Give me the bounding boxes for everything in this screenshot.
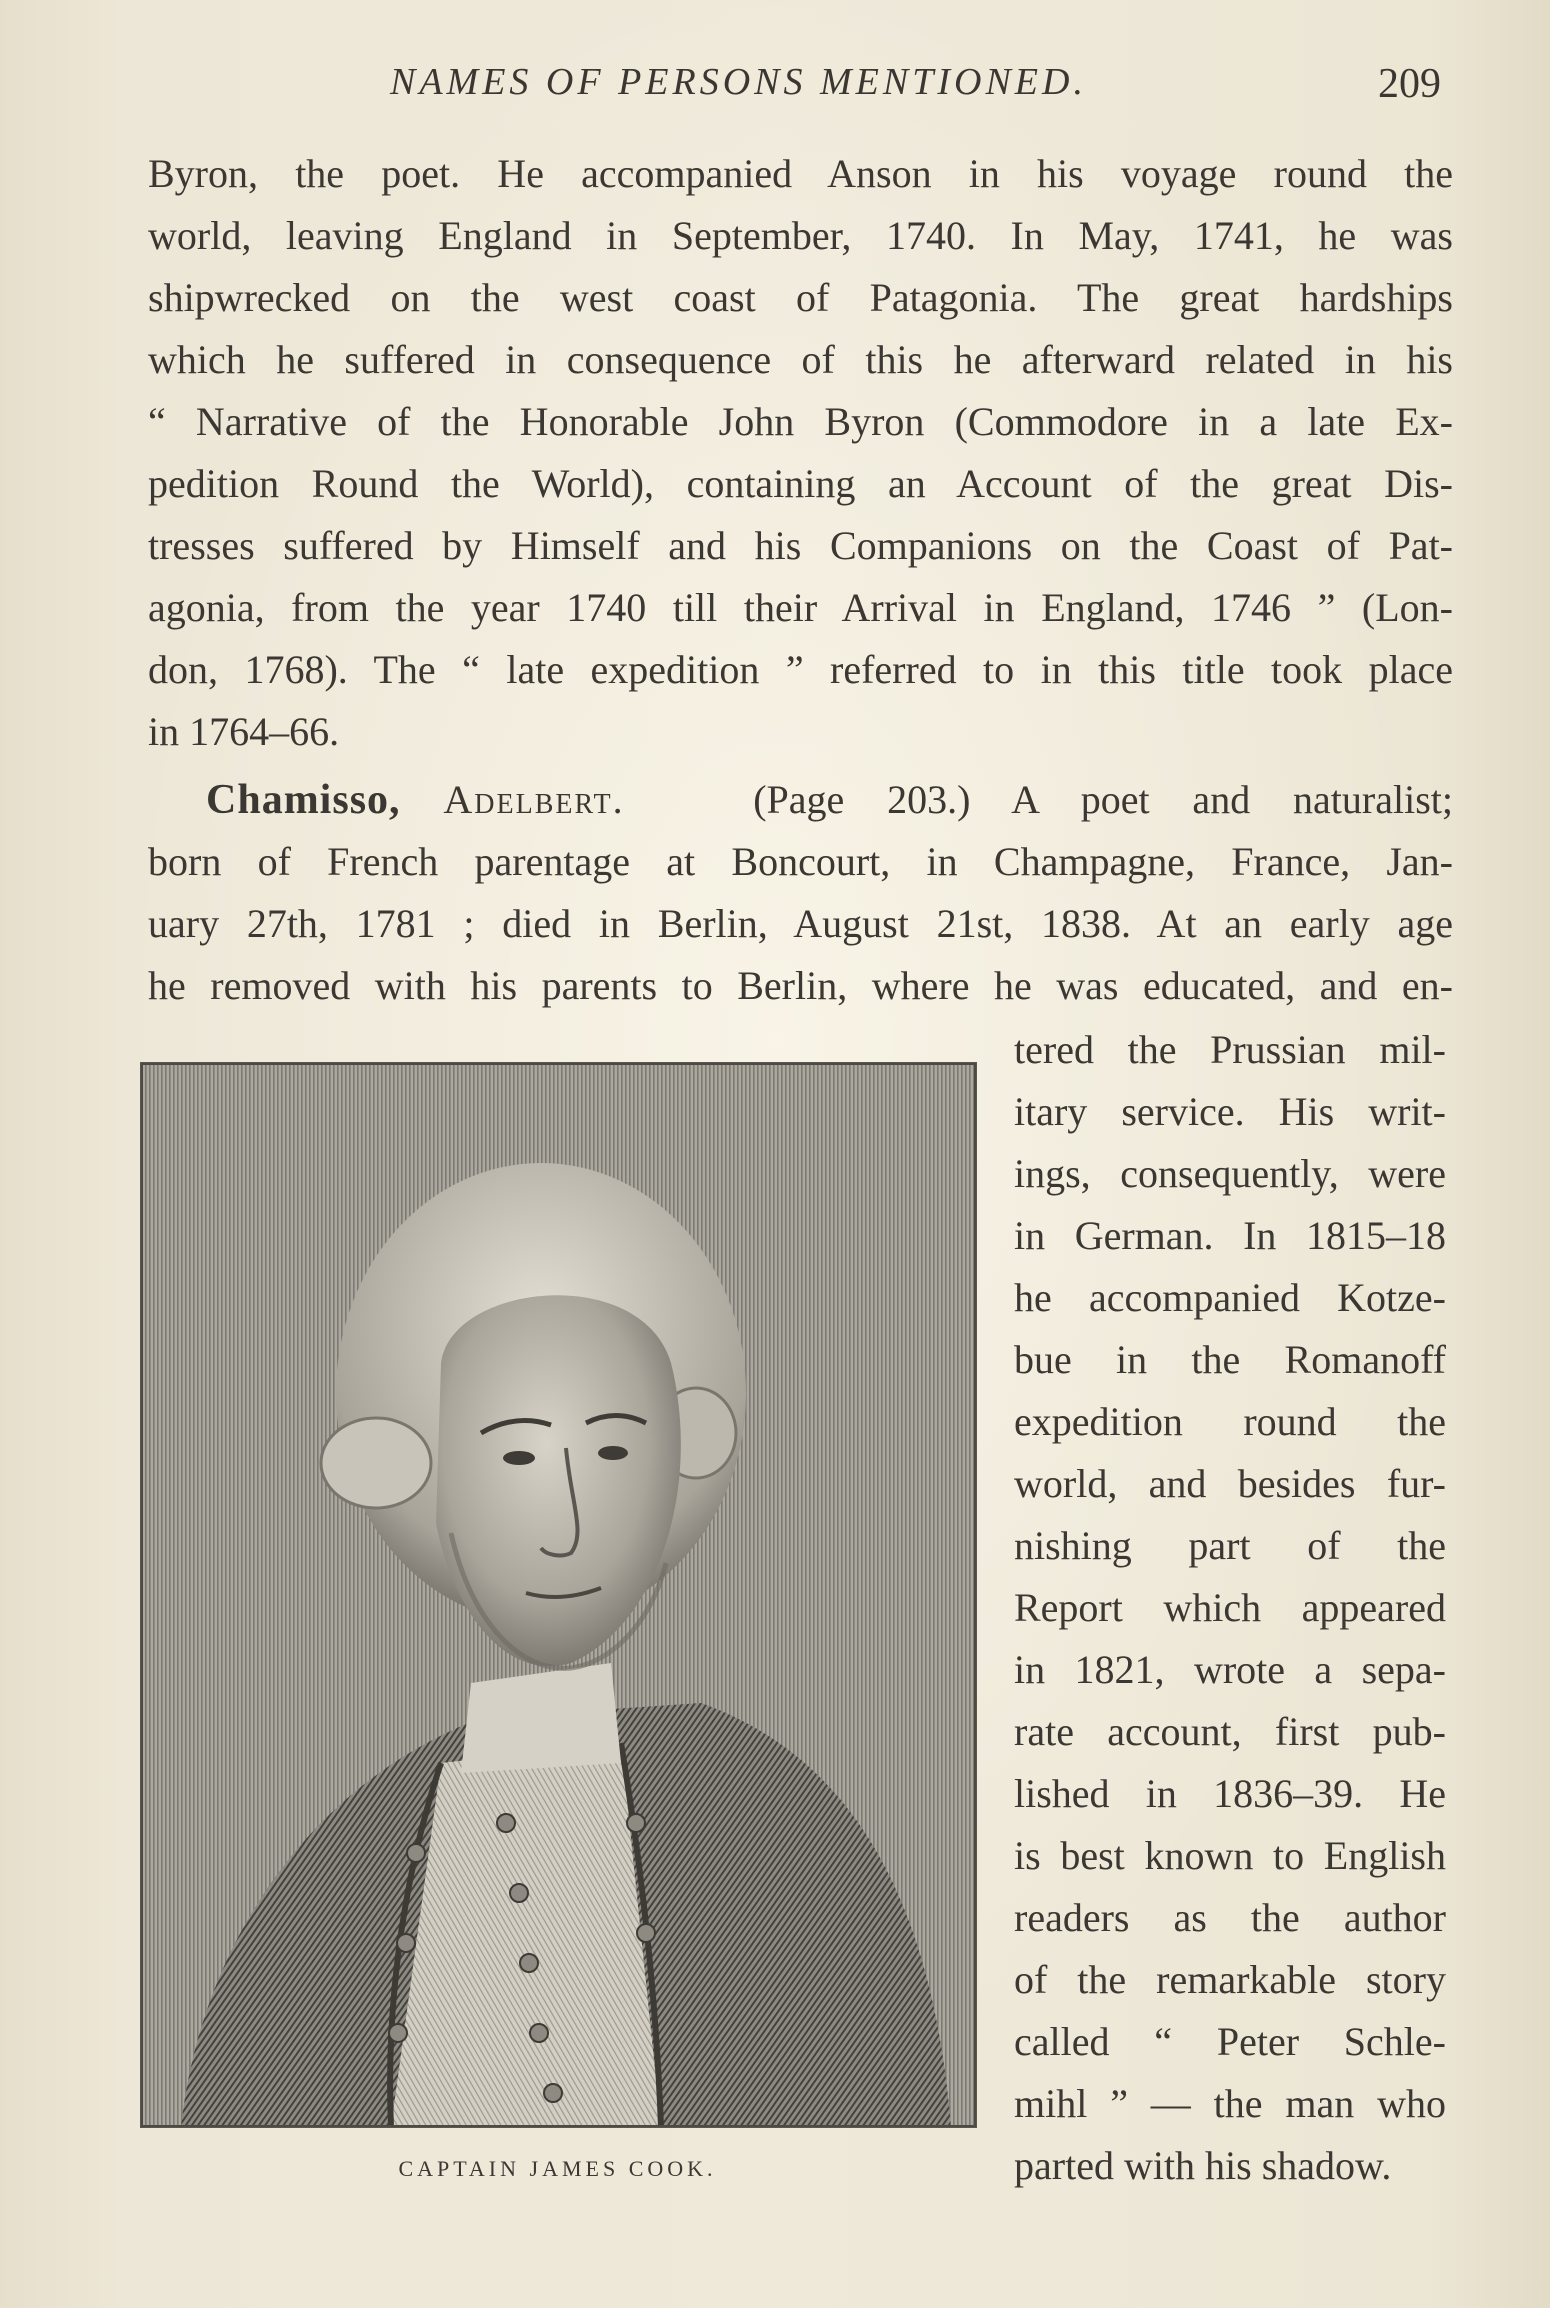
chamisso-column-line: nishing part of the <box>1014 1523 1446 1568</box>
chamisso-column-line: he accompanied Kotze- <box>1014 1275 1446 1320</box>
byron-line: don, 1768). The “ late expedition ” referred to in this title took place <box>148 647 1453 692</box>
byron-line: shipwrecked on the west coast of Patagonia. The great hardships <box>148 275 1453 320</box>
chamisso-line: he removed with his parents to Berlin, where he was educated, and en- <box>148 963 1453 1008</box>
chamisso-column-line: tered the Prussian mil- <box>1014 1027 1446 1072</box>
chamisso-column-line: is best known to English <box>1014 1833 1446 1878</box>
entry-first-name: Adelbert. <box>443 777 625 822</box>
portrait-caption: CAPTAIN JAMES COOK. <box>398 2156 717 2181</box>
byron-line: world, leaving England in September, 1740. In May, 1741, he was <box>148 213 1453 258</box>
chamisso-column-line: lished in 1836–39. He <box>1014 1771 1446 1816</box>
chamisso-line: born of French parentage at Boncourt, in Champagne, France, Jan- <box>148 839 1453 884</box>
chamisso-column-line: Report which appeared <box>1014 1585 1446 1630</box>
byron-line: agonia, from the year 1740 till their Arrival in England, 1746 ” (Lon- <box>148 585 1453 630</box>
portrait-engraving <box>140 1062 977 2128</box>
chamisso-column-line: mihl ” — the man who <box>1014 2081 1446 2126</box>
byron-line: which he suffered in consequence of this he afterward related in his <box>148 337 1453 382</box>
entry-name: Chamisso, <box>206 777 401 823</box>
chamisso-column-line: parted with his shadow. <box>1014 2143 1392 2188</box>
entry-heading-text: (Page 203.) A poet and naturalist; <box>753 777 1454 822</box>
chamisso-column-line: expedition round the <box>1014 1399 1446 1444</box>
page-number: 209 <box>1378 61 1441 107</box>
chamisso-column-line: in German. In 1815–18 <box>1014 1213 1446 1258</box>
chamisso-column-line: in 1821, wrote a sepa- <box>1014 1647 1446 1692</box>
running-title: NAMES OF PERSONS MENTIONED. <box>390 61 1087 103</box>
chamisso-line: uary 27th, 1781 ; died in Berlin, August 21st, 1838. At an early age <box>148 901 1453 946</box>
chamisso-column-line: readers as the author <box>1014 1895 1446 1940</box>
chamisso-column-line: ings, consequently, were <box>1014 1151 1446 1196</box>
chamisso-column-line: bue in the Romanoff <box>1014 1337 1446 1382</box>
byron-line: in 1764–66. <box>148 709 340 754</box>
byron-line: Byron, the poet. He accompanied Anson in his voyage round the <box>148 151 1453 196</box>
byron-line: tresses suffered by Himself and his Companions on the Coast of Pat- <box>148 523 1453 568</box>
chamisso-column-line: world, and besides fur- <box>1014 1461 1446 1506</box>
chamisso-column-line: itary service. His writ- <box>1014 1089 1446 1134</box>
byron-line: “ Narrative of the Honorable John Byron (Commodore in a late Ex- <box>148 399 1453 444</box>
chamisso-column-line: rate account, first pub- <box>1014 1709 1446 1754</box>
portrait-image <box>141 1063 976 2127</box>
chamisso-column-line: called “ Peter Schle- <box>1014 2019 1446 2064</box>
byron-line: pedition Round the World), containing an Account of the great Dis- <box>148 461 1453 506</box>
chamisso-column-line: of the remarkable story <box>1014 1957 1446 2002</box>
chamisso-heading-line <box>148 776 1453 824</box>
